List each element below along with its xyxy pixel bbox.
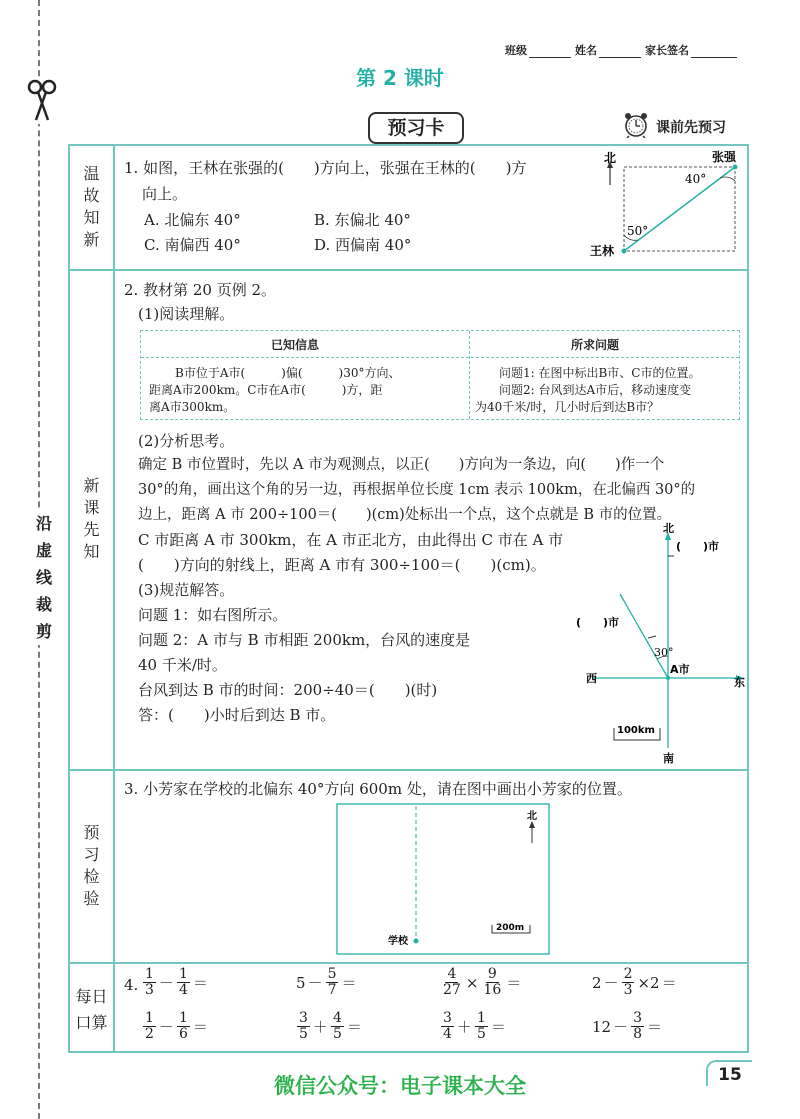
- analysis-line: 边上，距离 A 市 200÷100＝( )(cm)处标出一个点，这个点就是 B 市的位置。: [138, 507, 672, 523]
- q1-wanglin-dot: [622, 249, 627, 254]
- south-label: 南: [663, 752, 674, 765]
- analysis-line: C 市距离 A 市 300km，在 A 市正北方，由此得出 C 市在 A 市: [138, 531, 564, 549]
- name-label: 姓名: [575, 44, 597, 57]
- q1-angle-arc: [720, 177, 735, 181]
- mental-math-item: $\frac{1}{2}$ － $\frac{1}{6}$ ＝: [145, 1010, 208, 1042]
- solution-line: 问题 2：A 市与 B 市相距 200km，台风的速度是: [138, 631, 471, 649]
- nw-ray: [620, 594, 668, 678]
- mental-math-item: $\frac{1}{3}$ － $\frac{1}{4}$ ＝: [145, 966, 208, 998]
- q2-part3: (3)规范解答。: [138, 581, 235, 599]
- mental-math-item: 2 － $\frac{2}{3}$ ×2 ＝: [592, 966, 677, 998]
- q1-zhangqiang-dot: [733, 165, 738, 170]
- cut-instruction: 沿 虚 线 裁 剪: [32, 510, 56, 645]
- analysis-line: 确定 B 市位置时，先以 A 市为观测点，以正( )方向为一条边，向( )作一个: [138, 457, 665, 473]
- q1-zhang-label: 张强: [712, 150, 737, 164]
- asked-line: 问题2: 台风到达A市后，移动速度变: [499, 383, 692, 397]
- q3-scale-label: 200m: [496, 923, 525, 933]
- known-line: 离A市300km。: [149, 400, 236, 414]
- mental-math-item: 5 － $\frac{5}{7}$ ＝: [296, 966, 357, 998]
- section-label-review: 温 故 知 新: [83, 164, 100, 249]
- known-line: 距离A市200km。C市在A市( )方，距: [149, 383, 383, 397]
- analysis-line: ( )方向的射线上，距离 A 市有 300÷100＝( )(cm)。: [138, 556, 546, 574]
- q1-north-label: 北: [604, 151, 617, 165]
- info-table: [140, 330, 740, 420]
- section-label-new: 新 课 先 知: [83, 476, 100, 561]
- mental-math-item: $\frac{3}{4}$ ＋ $\frac{1}{5}$ ＝: [443, 1010, 506, 1042]
- asked-line: 问题1: 在图中标出B市、C市的位置。: [499, 366, 701, 380]
- parent-sign-field[interactable]: [691, 46, 737, 58]
- section-label-check: 预 习 检 验: [83, 823, 100, 908]
- preview-badge: [622, 112, 726, 142]
- q1-line2: 向上。: [142, 185, 188, 203]
- west-label: 西: [586, 672, 597, 685]
- preview-label: 课前先预习: [656, 120, 726, 136]
- class-label: 班级: [505, 44, 527, 57]
- solution-line: 台风到达 B 市的时间：200÷40＝( )(时): [138, 681, 438, 699]
- solution-line: 答：( )小时后到达 B 市。: [138, 706, 336, 724]
- lesson-title: 第 2 课时: [356, 66, 444, 90]
- mental-math-item: $\frac{4}{27}$ × $\frac{9}{16}$ ＝: [443, 966, 522, 998]
- footer-wechat: 微信公众号：电子课本大全: [274, 1074, 526, 1098]
- q2-part1: (1)阅读理解。: [138, 305, 235, 323]
- q3-figure[interactable]: [336, 803, 550, 955]
- q1-connecting-line: [624, 167, 735, 251]
- a-city-dot: [666, 676, 670, 680]
- q3-north-label: 北: [527, 811, 537, 822]
- label-column-divider: [113, 144, 115, 1053]
- mental-math-item: 12 － $\frac{3}{8}$ ＝: [592, 1010, 663, 1042]
- solution-line: 问题 1：如右图所示。: [138, 606, 288, 624]
- section-divider: [68, 769, 749, 771]
- a-city-label: A市: [670, 663, 690, 676]
- q3-school-dot: [414, 939, 419, 944]
- east-label: 东: [734, 676, 745, 689]
- q1-figure: [590, 145, 748, 265]
- section-label-daily: 每日 口算: [75, 987, 108, 1032]
- q1-option-a[interactable]: A. 北偏东 40°: [144, 211, 241, 229]
- scale-label: 100km: [617, 725, 655, 736]
- analysis-line: 30°的角，画出这个角的另一边，再根据单位长度 1cm 表示 100km，在北偏西 30°的: [138, 482, 696, 498]
- alarm-clock-icon: [622, 112, 650, 142]
- asked-header: 所求问题: [571, 338, 620, 352]
- q1-angle-40: 40°: [685, 172, 707, 186]
- known-header: 已知信息: [271, 338, 320, 352]
- mental-math-item: $\frac{3}{5}$ ＋ $\frac{4}{5}$ ＝: [299, 1010, 362, 1042]
- angle-label: 30°: [654, 646, 674, 659]
- q2-title: 2. 教材第 20 页例 2。: [124, 281, 277, 299]
- q1-option-d[interactable]: D. 西偏南 40°: [314, 236, 412, 254]
- q1-wang-label: 王林: [590, 244, 615, 258]
- q1-option-c[interactable]: C. 南偏西 40°: [144, 236, 241, 254]
- q1-line1: 1. 如图，王林在张强的( )方向上，张强在王林的( )方: [124, 159, 527, 177]
- class-field[interactable]: [529, 46, 571, 58]
- q3-text: 3. 小芳家在学校的北偏东 40°方向 600m 处，请在图中画出小芳家的位置。: [124, 780, 632, 798]
- parent-sign-label: 家长签名: [645, 44, 689, 57]
- q1-angle-50: 50°: [627, 224, 649, 238]
- q2-figure: [572, 520, 748, 766]
- q2-part2: (2)分析思考。: [138, 432, 235, 450]
- section-divider: [68, 269, 749, 271]
- north-label: 北: [663, 522, 674, 535]
- q3-school-label: 学校: [388, 936, 408, 947]
- q1-option-b[interactable]: B. 东偏北 40°: [314, 211, 411, 229]
- student-info-fields: [505, 42, 741, 58]
- known-line: B市位于A市( )偏( )30°方向、: [175, 366, 401, 380]
- card-title: 预习卡: [368, 112, 464, 144]
- page-number: 15: [706, 1060, 752, 1086]
- upper-city-label: ( )市: [676, 540, 720, 553]
- asked-line: 为40千米/时，几小时后到达B市？: [475, 400, 660, 414]
- section-divider: [68, 962, 749, 964]
- q4-number: 4.: [124, 976, 139, 994]
- tick-mark: [648, 636, 656, 638]
- name-field[interactable]: [599, 46, 641, 58]
- left-city-label: ( )市: [576, 616, 620, 629]
- solution-line: 40 千米/时。: [138, 656, 227, 674]
